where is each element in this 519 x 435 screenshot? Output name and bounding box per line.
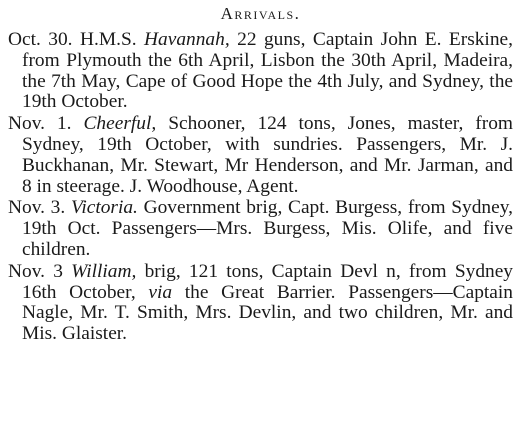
arrival-entry bbox=[8, 198, 513, 260]
arrival-details: brig, 121 tons, Captain Devl n, from Sydney 16th October, bbox=[22, 260, 514, 303]
via-word: via bbox=[148, 281, 173, 303]
arrival-details: 22 guns, Captain John E. Erskine, from Plymouth the 6th April, Lisbon the 30th April, Madeira, the 7th May, Cape of Good Hope the 4th July, and Sydney, the 19th October. bbox=[22, 29, 513, 113]
arrival-details: Schooner, 124 tons, Jones, master, from Sydney, 19th October, with sundries. Passengers, Mr. J. Buckhanan, Mr. Stewart, Mr Henderson, and Mr. Jarman, and 8 in steerage. J. Woodhouse, Agent. bbox=[22, 113, 513, 197]
arrival-date: Nov. 3. bbox=[8, 197, 66, 219]
arrival-entry bbox=[8, 114, 513, 197]
ship-prefix: H.M.S. bbox=[80, 29, 137, 50]
arrival-entry bbox=[8, 30, 513, 113]
arrival-date: Nov. 3 bbox=[8, 260, 63, 282]
ship-name: William, bbox=[71, 260, 137, 282]
ship-name: Victoria. bbox=[70, 197, 138, 219]
ship-name: Cheerful, bbox=[83, 113, 157, 135]
arrival-entry bbox=[8, 262, 513, 345]
arrival-date: Nov. 1. bbox=[8, 113, 72, 135]
arrival-details: Government brig, Capt. Burgess, from Sydney, 19th Oct. Passengers—Mrs. Burgess, Mis. Olife, and five children. bbox=[22, 197, 513, 260]
section-heading: Arrivals. bbox=[220, 4, 301, 23]
ship-name: Havannah, bbox=[144, 29, 230, 50]
arrival-details-continued: the Great Barrier. Passengers—Captain Nagle, Mr. T. Smith, Mrs. Devlin, and two children, Mr. and Mis. Glaister. bbox=[22, 281, 513, 345]
arrival-date: Oct. 30. bbox=[8, 29, 73, 50]
